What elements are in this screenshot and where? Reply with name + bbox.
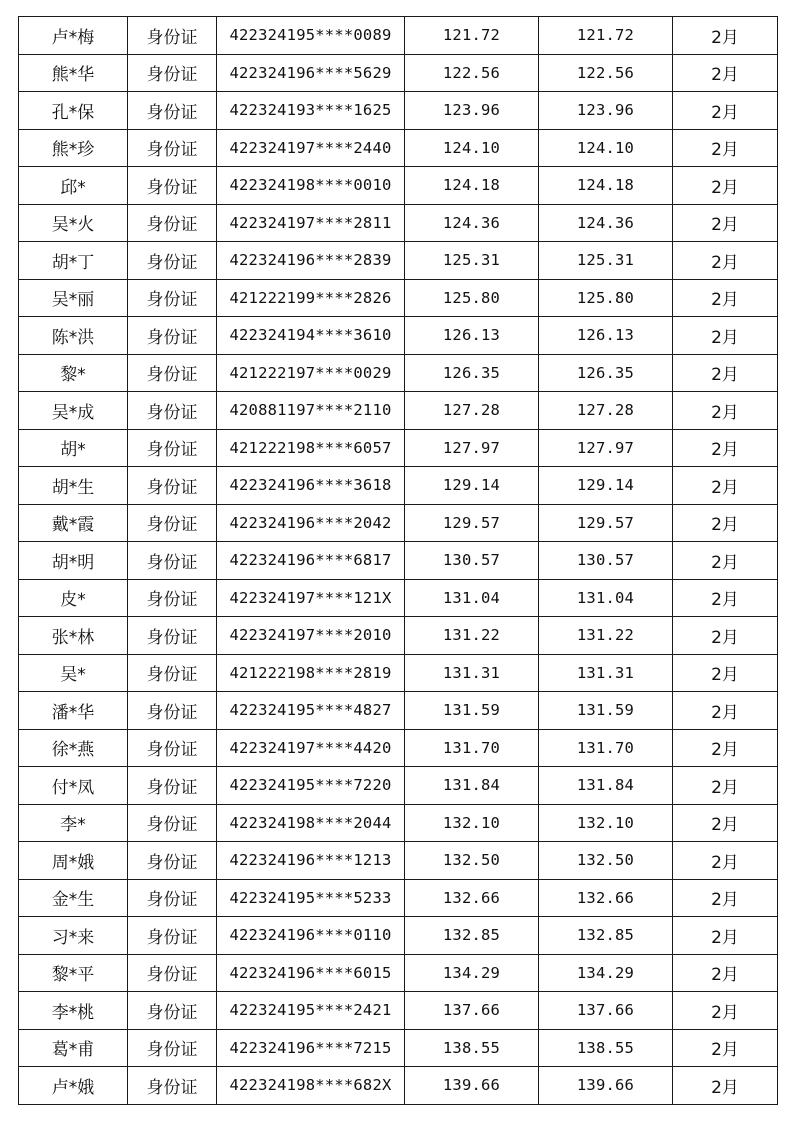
amount-b-cell: 121.72 [539, 17, 673, 55]
name-cell: 戴*霞 [19, 504, 128, 542]
id-number-cell: 422324196****3618 [217, 467, 405, 505]
id-number-cell: 421222198****2819 [217, 654, 405, 692]
id-number-cell: 422324196****5629 [217, 54, 405, 92]
month-cell: 2月 [673, 842, 778, 880]
month-cell: 2月 [673, 804, 778, 842]
id-type-cell: 身份证 [128, 242, 217, 280]
id-type-cell: 身份证 [128, 804, 217, 842]
amount-a-cell: 126.13 [405, 317, 539, 355]
month-cell: 2月 [673, 204, 778, 242]
amount-b-cell: 131.22 [539, 617, 673, 655]
amount-a-cell: 139.66 [405, 1067, 539, 1105]
amount-a-cell: 131.22 [405, 617, 539, 655]
id-type-cell: 身份证 [128, 879, 217, 917]
amount-a-cell: 132.10 [405, 804, 539, 842]
amount-b-cell: 124.10 [539, 129, 673, 167]
amount-a-cell: 132.85 [405, 917, 539, 955]
table-row [19, 17, 778, 55]
name-cell: 胡* [19, 429, 128, 467]
name-cell: 李* [19, 804, 128, 842]
amount-b-cell: 132.50 [539, 842, 673, 880]
id-number-cell: 422324198****682X [217, 1067, 405, 1105]
amount-b-cell: 130.57 [539, 542, 673, 580]
id-number-cell: 422324196****6817 [217, 542, 405, 580]
name-cell: 潘*华 [19, 692, 128, 730]
amount-b-cell: 131.04 [539, 579, 673, 617]
month-cell: 2月 [673, 617, 778, 655]
table-row [19, 129, 778, 167]
amount-b-cell: 125.80 [539, 279, 673, 317]
id-number-cell: 420881197****2110 [217, 392, 405, 430]
month-cell: 2月 [673, 167, 778, 205]
id-type-cell: 身份证 [128, 1029, 217, 1067]
amount-a-cell: 130.57 [405, 542, 539, 580]
amount-a-cell: 131.84 [405, 767, 539, 805]
amount-b-cell: 131.70 [539, 729, 673, 767]
id-type-cell: 身份证 [128, 129, 217, 167]
table-row [19, 467, 778, 505]
id-type-cell: 身份证 [128, 429, 217, 467]
month-cell: 2月 [673, 579, 778, 617]
name-cell: 皮* [19, 579, 128, 617]
id-type-cell: 身份证 [128, 204, 217, 242]
amount-b-cell: 134.29 [539, 954, 673, 992]
amount-a-cell: 137.66 [405, 992, 539, 1030]
id-number-cell: 422324194****3610 [217, 317, 405, 355]
id-type-cell: 身份证 [128, 842, 217, 880]
id-number-cell: 422324197****121X [217, 579, 405, 617]
table-row [19, 204, 778, 242]
amount-a-cell: 138.55 [405, 1029, 539, 1067]
table-row [19, 617, 778, 655]
table-row [19, 917, 778, 955]
id-type-cell: 身份证 [128, 579, 217, 617]
amount-b-cell: 132.66 [539, 879, 673, 917]
name-cell: 徐*燕 [19, 729, 128, 767]
id-number-cell: 421222197****0029 [217, 354, 405, 392]
id-type-cell: 身份证 [128, 729, 217, 767]
id-number-cell: 422324195****7220 [217, 767, 405, 805]
table-row [19, 692, 778, 730]
table-row [19, 54, 778, 92]
amount-a-cell: 121.72 [405, 17, 539, 55]
month-cell: 2月 [673, 317, 778, 355]
name-cell: 金*生 [19, 879, 128, 917]
table-row [19, 317, 778, 355]
name-cell: 吴*成 [19, 392, 128, 430]
amount-a-cell: 124.36 [405, 204, 539, 242]
amount-b-cell: 127.28 [539, 392, 673, 430]
table-row [19, 429, 778, 467]
amount-a-cell: 127.28 [405, 392, 539, 430]
id-type-cell: 身份证 [128, 279, 217, 317]
amount-a-cell: 123.96 [405, 92, 539, 130]
amount-b-cell: 131.31 [539, 654, 673, 692]
name-cell: 熊*珍 [19, 129, 128, 167]
name-cell: 熊*华 [19, 54, 128, 92]
id-number-cell: 422324197****2811 [217, 204, 405, 242]
table-row [19, 579, 778, 617]
month-cell: 2月 [673, 542, 778, 580]
table-row [19, 354, 778, 392]
id-number-cell: 422324198****2044 [217, 804, 405, 842]
id-type-cell: 身份证 [128, 92, 217, 130]
amount-a-cell: 132.50 [405, 842, 539, 880]
table-row [19, 242, 778, 280]
amount-a-cell: 124.10 [405, 129, 539, 167]
amount-a-cell: 122.56 [405, 54, 539, 92]
amount-a-cell: 127.97 [405, 429, 539, 467]
amount-b-cell: 129.57 [539, 504, 673, 542]
amount-b-cell: 137.66 [539, 992, 673, 1030]
amount-b-cell: 123.96 [539, 92, 673, 130]
id-number-cell: 422324195****2421 [217, 992, 405, 1030]
name-cell: 陈*洪 [19, 317, 128, 355]
id-number-cell: 422324197****2440 [217, 129, 405, 167]
amount-a-cell: 132.66 [405, 879, 539, 917]
table-row [19, 504, 778, 542]
id-type-cell: 身份证 [128, 654, 217, 692]
amount-a-cell: 124.18 [405, 167, 539, 205]
id-number-cell: 422324193****1625 [217, 92, 405, 130]
table-row [19, 804, 778, 842]
table-row [19, 879, 778, 917]
id-type-cell: 身份证 [128, 167, 217, 205]
table-row [19, 167, 778, 205]
amount-b-cell: 124.18 [539, 167, 673, 205]
month-cell: 2月 [673, 17, 778, 55]
name-cell: 黎*平 [19, 954, 128, 992]
table-row [19, 654, 778, 692]
amount-b-cell: 139.66 [539, 1067, 673, 1105]
month-cell: 2月 [673, 392, 778, 430]
table-row [19, 392, 778, 430]
id-number-cell: 422324197****4420 [217, 729, 405, 767]
month-cell: 2月 [673, 54, 778, 92]
month-cell: 2月 [673, 504, 778, 542]
name-cell: 卢*梅 [19, 17, 128, 55]
amount-a-cell: 129.57 [405, 504, 539, 542]
month-cell: 2月 [673, 654, 778, 692]
id-number-cell: 421222199****2826 [217, 279, 405, 317]
month-cell: 2月 [673, 992, 778, 1030]
amount-b-cell: 132.10 [539, 804, 673, 842]
name-cell: 吴*丽 [19, 279, 128, 317]
amount-b-cell: 127.97 [539, 429, 673, 467]
amount-b-cell: 124.36 [539, 204, 673, 242]
name-cell: 葛*甫 [19, 1029, 128, 1067]
id-number-cell: 422324196****6015 [217, 954, 405, 992]
amount-b-cell: 138.55 [539, 1029, 673, 1067]
name-cell: 黎* [19, 354, 128, 392]
amount-a-cell: 126.35 [405, 354, 539, 392]
table-row [19, 992, 778, 1030]
id-number-cell: 422324197****2010 [217, 617, 405, 655]
month-cell: 2月 [673, 1067, 778, 1105]
amount-b-cell: 126.13 [539, 317, 673, 355]
id-type-cell: 身份证 [128, 17, 217, 55]
id-type-cell: 身份证 [128, 1067, 217, 1105]
amount-a-cell: 131.04 [405, 579, 539, 617]
table-row [19, 542, 778, 580]
amount-b-cell: 131.84 [539, 767, 673, 805]
id-type-cell: 身份证 [128, 542, 217, 580]
month-cell: 2月 [673, 767, 778, 805]
name-cell: 邱* [19, 167, 128, 205]
name-cell: 周*娥 [19, 842, 128, 880]
table-row [19, 729, 778, 767]
month-cell: 2月 [673, 692, 778, 730]
name-cell: 胡*生 [19, 467, 128, 505]
name-cell: 张*林 [19, 617, 128, 655]
id-type-cell: 身份证 [128, 692, 217, 730]
amount-a-cell: 125.31 [405, 242, 539, 280]
amount-b-cell: 129.14 [539, 467, 673, 505]
id-number-cell: 422324196****0110 [217, 917, 405, 955]
records-table-body [19, 17, 778, 1105]
name-cell: 吴* [19, 654, 128, 692]
id-number-cell: 422324195****5233 [217, 879, 405, 917]
id-number-cell: 422324196****7215 [217, 1029, 405, 1067]
id-number-cell: 422324198****0010 [217, 167, 405, 205]
amount-b-cell: 126.35 [539, 354, 673, 392]
month-cell: 2月 [673, 1029, 778, 1067]
name-cell: 卢*娥 [19, 1067, 128, 1105]
id-type-cell: 身份证 [128, 354, 217, 392]
id-number-cell: 422324195****4827 [217, 692, 405, 730]
name-cell: 孔*保 [19, 92, 128, 130]
id-type-cell: 身份证 [128, 917, 217, 955]
id-type-cell: 身份证 [128, 467, 217, 505]
month-cell: 2月 [673, 879, 778, 917]
id-type-cell: 身份证 [128, 54, 217, 92]
id-type-cell: 身份证 [128, 767, 217, 805]
id-number-cell: 422324196****1213 [217, 842, 405, 880]
id-type-cell: 身份证 [128, 392, 217, 430]
id-type-cell: 身份证 [128, 954, 217, 992]
amount-b-cell: 131.59 [539, 692, 673, 730]
name-cell: 习*来 [19, 917, 128, 955]
id-number-cell: 422324196****2839 [217, 242, 405, 280]
id-type-cell: 身份证 [128, 617, 217, 655]
id-number-cell: 422324195****0089 [217, 17, 405, 55]
table-row [19, 767, 778, 805]
name-cell: 胡*丁 [19, 242, 128, 280]
month-cell: 2月 [673, 729, 778, 767]
amount-b-cell: 122.56 [539, 54, 673, 92]
table-row [19, 842, 778, 880]
month-cell: 2月 [673, 242, 778, 280]
table-row [19, 92, 778, 130]
month-cell: 2月 [673, 129, 778, 167]
table-row [19, 279, 778, 317]
amount-a-cell: 131.59 [405, 692, 539, 730]
table-row [19, 954, 778, 992]
name-cell: 吴*火 [19, 204, 128, 242]
records-table [18, 16, 778, 1105]
amount-a-cell: 129.14 [405, 467, 539, 505]
month-cell: 2月 [673, 429, 778, 467]
amount-a-cell: 131.70 [405, 729, 539, 767]
month-cell: 2月 [673, 954, 778, 992]
month-cell: 2月 [673, 467, 778, 505]
month-cell: 2月 [673, 92, 778, 130]
table-row [19, 1029, 778, 1067]
month-cell: 2月 [673, 917, 778, 955]
month-cell: 2月 [673, 354, 778, 392]
id-type-cell: 身份证 [128, 317, 217, 355]
amount-a-cell: 131.31 [405, 654, 539, 692]
id-number-cell: 422324196****2042 [217, 504, 405, 542]
id-type-cell: 身份证 [128, 504, 217, 542]
amount-b-cell: 132.85 [539, 917, 673, 955]
id-type-cell: 身份证 [128, 992, 217, 1030]
name-cell: 胡*明 [19, 542, 128, 580]
name-cell: 付*凤 [19, 767, 128, 805]
table-row [19, 1067, 778, 1105]
amount-a-cell: 134.29 [405, 954, 539, 992]
id-number-cell: 421222198****6057 [217, 429, 405, 467]
amount-b-cell: 125.31 [539, 242, 673, 280]
amount-a-cell: 125.80 [405, 279, 539, 317]
month-cell: 2月 [673, 279, 778, 317]
name-cell: 李*桃 [19, 992, 128, 1030]
